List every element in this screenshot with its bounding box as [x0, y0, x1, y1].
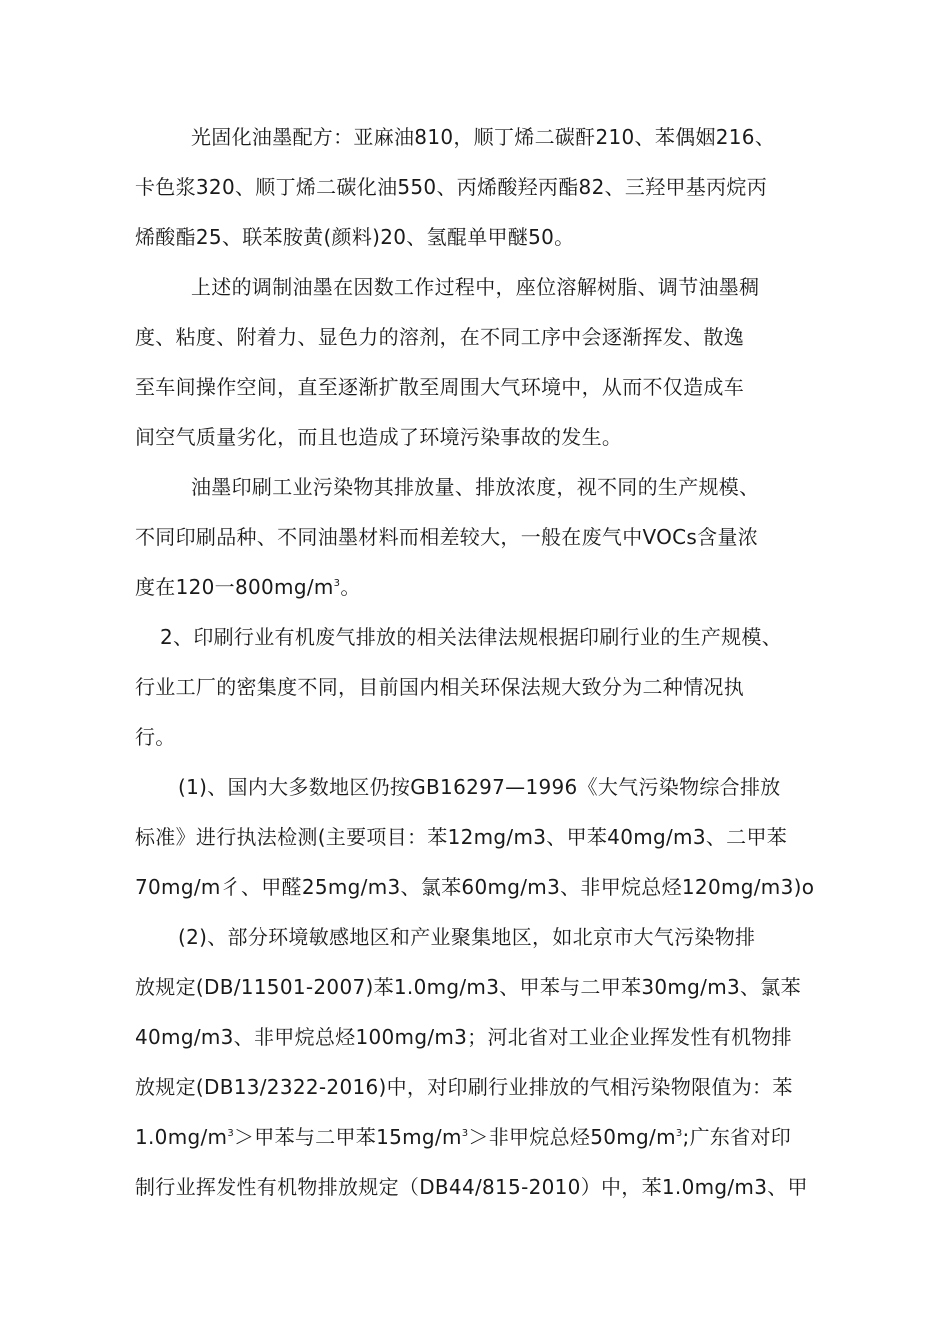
- paragraph-line: 放规定(DB13/2322-2016)中，对印刷行业排放的气相污染物限值为：苯: [135, 1075, 793, 1099]
- paragraph-line: 上述的调制油墨在因数工作过程中，座位溶解树脂、调节油墨稠: [191, 275, 760, 299]
- paragraph-line: 烯酸酯25、联苯胺黄(颜料)20、氢醌单甲醚50。: [135, 225, 575, 249]
- paragraph-line: 行。: [135, 725, 176, 749]
- superscript: 3: [675, 1128, 683, 1139]
- paragraph-line: 40mg/m3、非甲烷总烃100mg/m3；河北省对工业企业挥发性有机物排: [135, 1025, 792, 1049]
- paragraph-line: 不同印刷品种、不同油墨材料而相差较大，一般在废气中VOCs含量浓: [135, 525, 759, 549]
- paragraph-line: 标准》进行执法检测(主要项目：苯12mg/m3、甲苯40mg/m3、二甲苯: [135, 825, 788, 849]
- paragraph-line: 卡色浆320、顺丁烯二碳化油550、丙烯酸羟丙酯82、三羟甲基丙烷丙: [135, 175, 767, 199]
- superscript: 3: [333, 578, 341, 589]
- paragraph-line: 光固化油墨配方：亚麻油810，顺丁烯二碳酐210、苯偶姻216、: [191, 125, 776, 149]
- paragraph-line: 度、粘度、附着力、显色力的溶剂，在不同工序中会逐渐挥发、散逸: [135, 325, 744, 349]
- paragraph-line: 70mg/m彳、甲醛25mg/m3、氯苯60mg/m3、非甲烷总烃120mg/m3)o: [135, 875, 815, 899]
- section-heading-line: 2、印刷行业有机废气排放的相关法律法规根据印刷行业的生产规模、: [160, 625, 783, 649]
- paragraph-line: 间空气质量劣化，而且也造成了环境污染事故的发生。: [135, 425, 623, 449]
- text-run: 1.0mg/m: [135, 1125, 228, 1149]
- text-run: 。: [340, 575, 361, 599]
- paragraph-line: 放规定(DB/11501-2007)苯1.0mg/m3、甲苯与二甲苯30mg/m3、氯苯: [135, 975, 801, 999]
- paragraph-line: 至车间操作空间，直至逐渐扩散至周围大气环境中，从而不仅造成车: [135, 375, 744, 399]
- text-run: 度在120一800mg/m: [135, 575, 334, 599]
- paragraph-line: 油墨印刷工业污染物其排放量、排放浓度，视不同的生产规模、: [191, 475, 760, 499]
- superscript: 3: [461, 1128, 469, 1139]
- paragraph-line: (2)、部分环境敏感地区和产业聚集地区，如北京市大气污染物排: [178, 925, 756, 949]
- paragraph-line: (1)、国内大多数地区仍按GB16297—1996《大气污染物综合排放: [178, 775, 781, 799]
- text-run: ＞非甲烷总烃50mg/m: [468, 1125, 676, 1149]
- paragraph-line: 制行业挥发性有机物排放规定（DB44/815-2010）中，苯1.0mg/m3、甲: [135, 1175, 808, 1199]
- paragraph-line: 行业工厂的密集度不同，目前国内相关环保法规大致分为二种情况执: [135, 675, 744, 699]
- superscript: 3: [227, 1128, 234, 1139]
- text-run: ;广东省对印: [682, 1125, 792, 1149]
- paragraph-line: [135, 1124, 791, 1150]
- text-run: ＞甲苯与二甲苯15mg/m: [233, 1125, 462, 1149]
- paragraph-line: [135, 574, 361, 600]
